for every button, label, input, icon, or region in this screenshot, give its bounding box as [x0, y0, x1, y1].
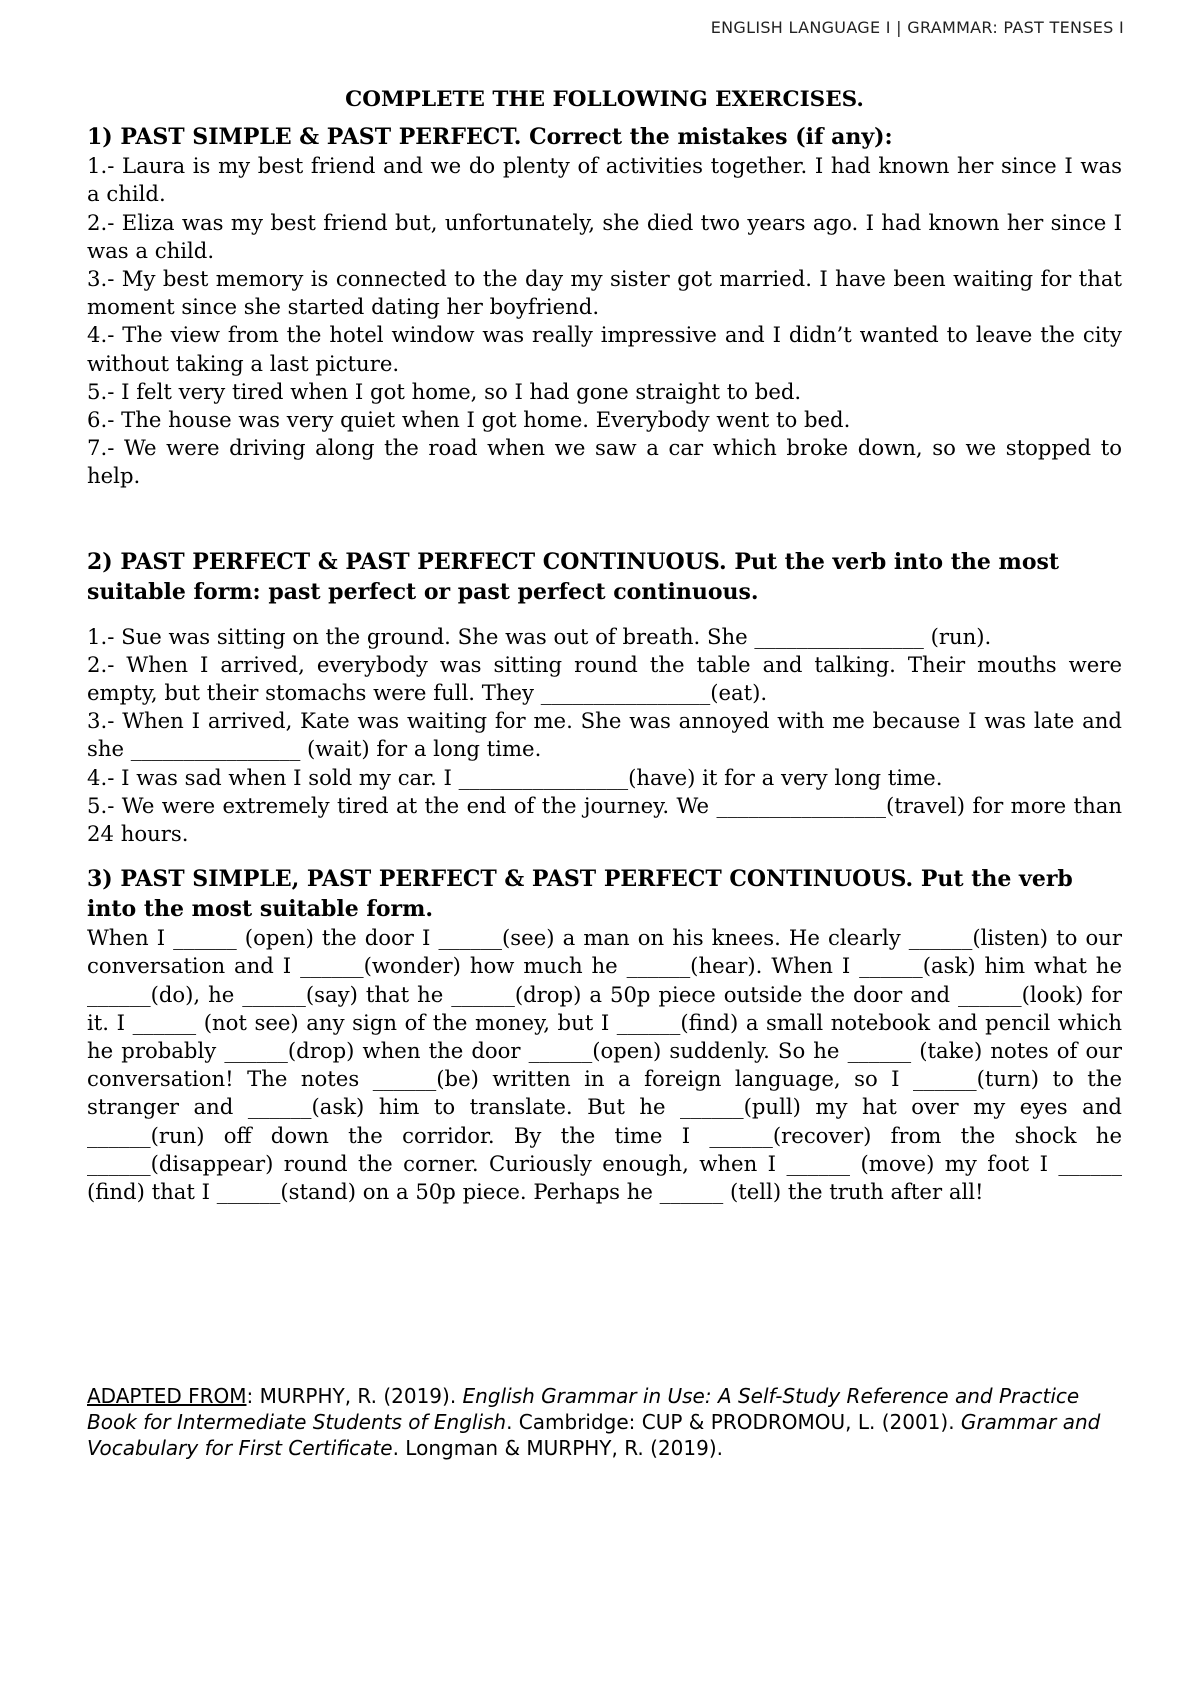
references-text-1: MURPHY, R. (2019). — [259, 1384, 463, 1408]
references-label: ADAPTED FROM — [87, 1384, 247, 1408]
section-1-item-5: 5.- I felt very tired when I got home, so I had gone straight to bed. — [87, 378, 802, 404]
references-book-1: English Grammar in Use: A Self-Study Reference and Practice Book for Intermediate Students of English — [87, 1384, 1080, 1434]
section-3-paragraph: When I ______ (open) the door I ______(see) a man on his knees. He clearly ______(listen) to our conversation and I ______(wonder) how much he ______(hear). When I ______(ask) him what he ______(do), he ______(say) that he ______(drop) a 50p piece outside the door and ______(look) for it. I ______ (not see) any sign of the money, but I ______(find) a small notebook and pencil which he probably ______(drop) when the door ______(open) suddenly. So he ______ (take) notes of our conversation! The notes ______(be) written in a foreign language, so I ______(turn) to the stranger and ______(ask) him to translate. But he ______(pull) my hat over my eyes and ______(run) off down the corridor. By the time I ______(recover) from the shock he ______(disappear) round the corner. Curiously enough, when I ______ (move) my foot I ______ (find) that I ______(stand) on a 50p piece. Perhaps he ______ (tell) the truth after all! — [87, 925, 1122, 1205]
section-1-item-1: 1.- Laura is my best friend and we do plenty of activities together. I had known her since I was a child. — [87, 153, 1122, 207]
exercise-content — [87, 86, 1122, 1206]
section-1-item-2: 2.- Eliza was my best friend but, unfortunately, she died two years ago. I had known her since I was a child. — [87, 209, 1122, 263]
section-2-item-2: 2.- When I arrived, everybody was sitting round the table and talking. Their mouths were empty, but their stomachs were full. They ________________(eat). — [87, 651, 1122, 706]
references-book-2: Grammar and Vocabulary for First Certificate — [87, 1410, 1101, 1460]
section-gap — [87, 607, 1122, 623]
section-gap — [87, 491, 1122, 547]
section-gap — [87, 848, 1122, 864]
section-1 — [87, 122, 1122, 490]
references-text-3: . Longman & MURPHY, R. (2019). — [392, 1436, 723, 1460]
section-2 — [87, 547, 1122, 849]
section-2-title: 2) PAST PERFECT & PAST PERFECT CONTINUOUS. Put the verb into the most suitable form: past perfect or past perfect continuous. — [87, 548, 1060, 605]
section-1-title: 1) PAST SIMPLE & PAST PERFECT. Correct the mistakes (if any): — [87, 124, 893, 151]
page-title: COMPLETE THE FOLLOWING EXERCISES. — [345, 87, 864, 112]
section-3-title: 3) PAST SIMPLE, PAST PERFECT & PAST PERFECT CONTINUOUS. Put the verb into the most suitable form. — [87, 866, 1073, 923]
section-1-item-6: 6.- The house was very quiet when I got home. Everybody went to bed. — [87, 407, 851, 433]
page-header: ENGLISH LANGUAGE I | GRAMMAR: PAST TENSES I — [710, 18, 1124, 37]
references-colon: : — [246, 1384, 260, 1408]
section-1-item-3: 3.- My best memory is connected to the day my sister got married. I have been waiting for that moment since she started dating her boyfriend. — [87, 266, 1122, 320]
section-3 — [87, 864, 1122, 1206]
section-1-item-7: 7.- We were driving along the road when we saw a car which broke down, so we stopped to help. — [87, 435, 1122, 489]
references-text-2: . Cambridge: CUP & PRODROMOU, L. (2001). — [506, 1410, 961, 1434]
references — [87, 1383, 1122, 1461]
section-2-item-1: 1.- Sue was sitting on the ground. She was out of breath. She ________________ (run). — [87, 623, 992, 649]
section-2-item-3: 3.- When I arrived, Kate was waiting for me. She was annoyed with me because I was late and she ________________ (wait) for a long time. — [87, 708, 1122, 762]
section-1-item-4: 4.- The view from the hotel window was really impressive and I didn’t wanted to leave the city without taking a last picture. — [87, 322, 1122, 376]
section-2-item-5: 5.- We were extremely tired at the end of the journey. We ________________(travel) for more than 24 hours. — [87, 792, 1122, 847]
section-2-item-4: 4.- I was sad when I sold my car. I ________________(have) it for a very long time. — [87, 764, 943, 790]
